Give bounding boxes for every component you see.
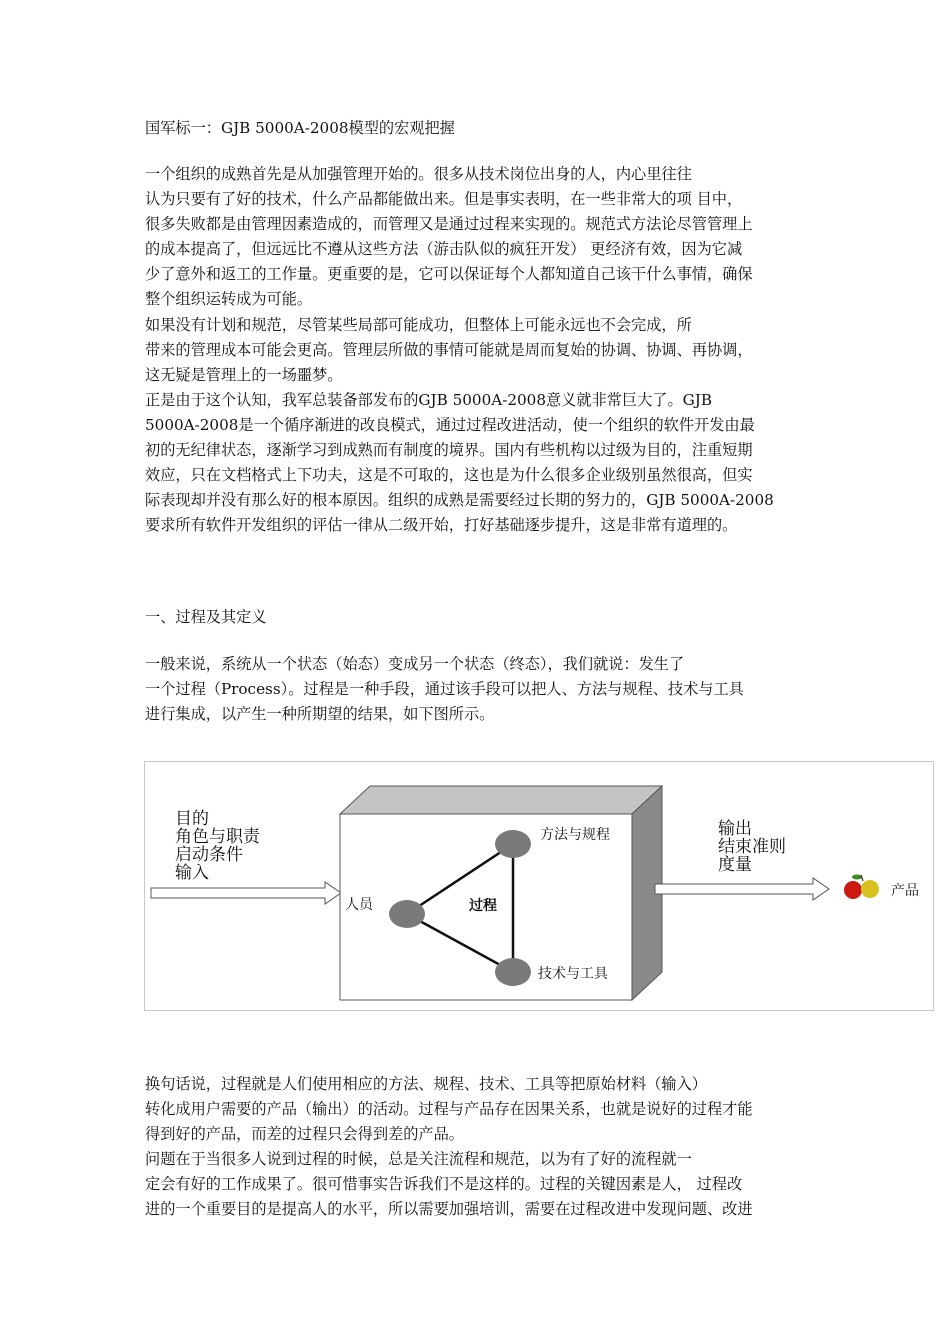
document-title: 国军标一：GJB 5000A-2008模型的宏观把握 <box>145 119 455 137</box>
paragraph-line: 如果没有计划和规范，尽管某些局部可能成功，但整体上可能永远也不会完成，所 <box>145 316 692 334</box>
output-label-outputs: 输出 <box>718 819 752 839</box>
input-label-roles: 角色与职责 <box>175 827 260 847</box>
output-arrow <box>655 878 829 900</box>
paragraph-line: 效应，只在文档格式上下功夫，这是不可取的，这也是为什么很多企业级别虽然很高，但实 <box>145 466 753 484</box>
process-diagram <box>144 761 934 1011</box>
paragraph-line: 定会有好的工作成果了。很可惜事实告诉我们不是这样的。过程的关键因素是人， 过程改 <box>145 1175 743 1193</box>
paragraph-line: 要求所有软件开发组织的评估一律从二级开始，打好基础逐步提升，这是非常有道理的。 <box>145 516 738 534</box>
people-node <box>389 900 425 928</box>
methods-label: 方法与规程 <box>540 827 610 843</box>
paragraph-line: 5000A-2008是一个循序渐进的改良模式，通过过程改进活动，使一个组织的软件开发由最 <box>145 416 755 434</box>
input-label-entry-criteria: 启动条件 <box>175 845 243 865</box>
product-label: 产品 <box>891 883 919 899</box>
paragraph-line: 整个组织运转成为可能。 <box>145 290 313 308</box>
paragraph-line: 问题在于当很多人说到过程的时候，总是关注流程和规范，以为有了好的流程就一 <box>145 1150 692 1168</box>
paragraph-line: 正是由于这个认知，我军总装备部发布的GJB 5000A-2008意义就非常巨大了。GJB <box>145 391 713 409</box>
paragraph-line: 的成本提高了，但远远比不遵从这些方法（游击队似的疯狂开发） 更经济有效，因为它减 <box>145 240 743 258</box>
apples-icon <box>844 875 879 900</box>
paragraph-line: 一个过程（Process）。过程是一种手段，通过该手段可以把人、方法与规程、技术与工具 <box>145 680 744 698</box>
tools-label: 技术与工具 <box>538 966 608 982</box>
tools-node <box>495 958 531 986</box>
paragraph-line: 带来的管理成本可能会更高。管理层所做的事情可能就是周而复始的协调、协调、再协调， <box>145 341 753 359</box>
methods-node <box>495 830 531 858</box>
paragraph-line: 转化成用户需要的产品（输出）的活动。过程与产品存在因果关系，也就是说好的过程才能 <box>145 1100 753 1118</box>
section-heading: 一、过程及其定义 <box>145 608 267 626</box>
paragraph-line: 进的一个重要目的是提高人的水平，所以需要加强培训，需要在过程改进中发现问题、改进 <box>145 1200 753 1218</box>
paragraph-line: 这无疑是管理上的一场噩梦。 <box>145 366 343 384</box>
input-label-purpose: 目的 <box>175 809 209 829</box>
paragraph-line: 际表现却并没有那么好的根本原因。组织的成熟是需要经过长期的努力的，GJB 5000A-2008 <box>145 491 774 509</box>
output-label-exit-criteria: 结束准则 <box>718 837 786 857</box>
paragraph-line: 进行集成，以产生一种所期望的结果，如下图所示。 <box>145 705 495 723</box>
process-label: 过程 <box>469 898 497 914</box>
paragraph-line: 很多失败都是由管理因素造成的，而管理又是通过过程来实现的。规范式方法论尽管管理上 <box>145 215 753 233</box>
people-label: 人员 <box>345 897 373 913</box>
paragraph-line: 一般来说，系统从一个状态（始态）变成另一个状态（终态），我们就说：发生了 <box>145 655 685 673</box>
output-label-measures: 度量 <box>718 855 752 875</box>
input-arrow <box>151 882 341 904</box>
paragraph-line: 一个组织的成熟首先是从加强管理开始的。很多从技术岗位出身的人，内心里往往 <box>145 165 692 183</box>
paragraph-line: 少了意外和返工的工作量。更重要的是，它可以保证每个人都知道自己该干什么事情，确保 <box>145 265 753 283</box>
paragraph-line: 得到好的产品，而差的过程只会得到差的产品。 <box>145 1125 464 1143</box>
input-label-inputs: 输入 <box>175 863 209 883</box>
paragraph-line: 初的无纪律状态，逐渐学习到成熟而有制度的境界。国内有些机构以过级为目的，注重短期 <box>145 441 753 459</box>
paragraph-line: 认为只要有了好的技术，什么产品都能做出来。但是事实表明，在一些非常大的项 目中， <box>145 190 743 208</box>
paragraph-line: 换句话说，过程就是人们使用相应的方法、规程、技术、工具等把原始材料（输入） <box>145 1075 707 1093</box>
